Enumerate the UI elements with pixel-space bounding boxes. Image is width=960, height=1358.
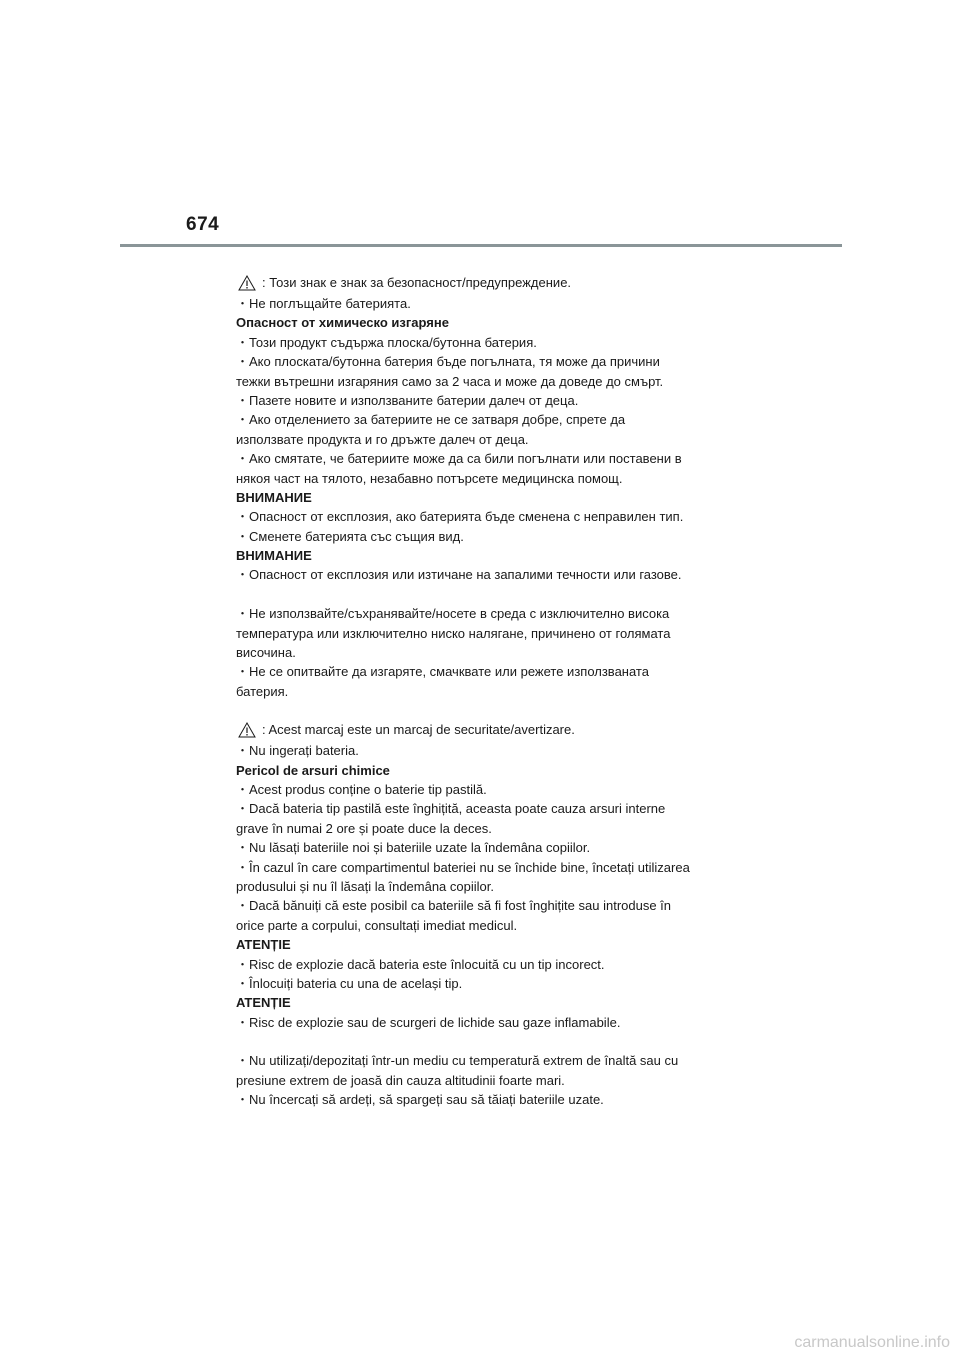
bg-text-line: температура или изключително ниско налягане, причинено от голямата <box>236 625 671 641</box>
ro-text-line: ・Risc de explozie dacă bateria este înlocuită cu un tip incorect. <box>236 956 605 972</box>
ro-heading: Pericol de arsuri chimice <box>236 762 390 778</box>
bg-section <box>236 294 736 701</box>
page-number: 674 <box>186 214 220 235</box>
warning-triangle-icon <box>238 275 256 291</box>
bg-text-line: ・Не се опитвайте да изгаряте, смачквате или режете използваната <box>236 664 649 680</box>
ro-text-line: grave în numai 2 ore și poate duce la deces. <box>236 820 492 836</box>
bg-text-line: ・Сменете батерията със същия вид. <box>236 528 464 544</box>
ro-text-line: produsului și nu îl lăsați la îndemâna copiilor. <box>236 878 494 894</box>
bg-heading: ВНИМАНИЕ <box>236 489 312 505</box>
ro-warning-text: : Acest marcaj este un marcaj de securitate/avertizare. <box>262 722 575 738</box>
ro-text-line: ・Dacă bateria tip pastilă este înghițită, aceasta poate cauza arsuri interne <box>236 801 666 817</box>
ro-text-line: ・Înlocuiți bateria cu una de același tip. <box>236 975 463 991</box>
ro-text-line: orice parte a corpului, consultați imediat medicul. <box>236 917 518 933</box>
ro-blank-line <box>236 1032 736 1051</box>
ro-text-line: presiune extrem de joasă din cauza altitudinii foarte mari. <box>236 1072 565 1088</box>
bg-text-line: тежки вътрешни изгаряния само за 2 часа и може да доведе до смърт. <box>236 373 664 389</box>
bg-text-line: използвате продукта и го дръжте далеч от деца. <box>236 431 529 447</box>
section-gap <box>236 701 736 719</box>
ro-heading: ATENȚIE <box>236 995 291 1011</box>
bg-warning-text: : Този знак е знак за безопасност/предупреждение. <box>262 275 572 290</box>
ro-text-line: ・Nu încercați să ardeți, să spargeți sau să tăiați bateriile uzate. <box>236 1092 604 1108</box>
watermark: carmanualsonline.info <box>794 1334 950 1351</box>
header-divider <box>120 244 842 247</box>
bg-heading: ВНИМАНИЕ <box>236 548 312 564</box>
bg-heading: Опасност от химическо изгаряне <box>236 315 449 331</box>
ro-text-line: ・Nu utilizați/depozitați într-un mediu cu temperatură extrem de înaltă sau cu <box>236 1053 679 1069</box>
ro-heading: ATENȚIE <box>236 937 291 953</box>
ro-section <box>236 741 736 1109</box>
bg-text-line: ・Ако плоската/бутонна батерия бъде погълната, тя може да причини <box>236 354 660 370</box>
bg-text-line: височина. <box>236 645 296 661</box>
ro-text-line: ・Dacă bănuiți că este posibil ca bateriile să fi fost înghițite sau introduse în <box>236 898 672 914</box>
warning-triangle-icon <box>238 722 256 738</box>
bg-blank-line <box>236 585 736 604</box>
bg-text-line: ・Този продукт съдържа плоска/бутонна батерия. <box>236 334 537 350</box>
ro-text-line: ・Nu ingerați bateria. <box>236 743 359 759</box>
bg-text-line: ・Не поглъщайте батерията. <box>236 296 411 311</box>
bg-text-line: батерия. <box>236 683 289 699</box>
bg-text-line: ・Ако смятате, че батериите може да са били погълнати или поставени в <box>236 451 682 467</box>
page-content <box>236 272 736 1110</box>
bg-warning-line <box>236 272 736 294</box>
bg-text-line: ・Ако отделението за батериите не се затваря добре, спрете да <box>236 412 626 428</box>
bg-text-line: ・Опасност от експлозия, ако батерията бъде сменена с неправилен тип. <box>236 509 684 525</box>
bg-text-line: ・Не използвайте/съхранявайте/носете в среда с изключително висока <box>236 606 670 622</box>
ro-text-line: ・Nu lăsați bateriile noi și bateriile uzate la îndemâna copiilor. <box>236 840 591 856</box>
ro-text-line: ・Acest produs conține o baterie tip pastilă. <box>236 781 487 797</box>
ro-text-line: ・În cazul în care compartimentul bateriei nu se închide bine, încetați utilizarea <box>236 859 690 875</box>
bg-text-line: ・Опасност от експлозия или изтичане на запалими течности или газове. <box>236 567 682 583</box>
ro-text-line: ・Risc de explozie sau de scurgeri de lichide sau gaze inflamabile. <box>236 1014 621 1030</box>
ro-warning-line <box>236 719 736 741</box>
bg-text-line: някоя част на тялото, незабавно потърсете медицинска помощ. <box>236 470 623 486</box>
bg-text-line: ・Пазете новите и използваните батерии далеч от деца. <box>236 392 579 408</box>
